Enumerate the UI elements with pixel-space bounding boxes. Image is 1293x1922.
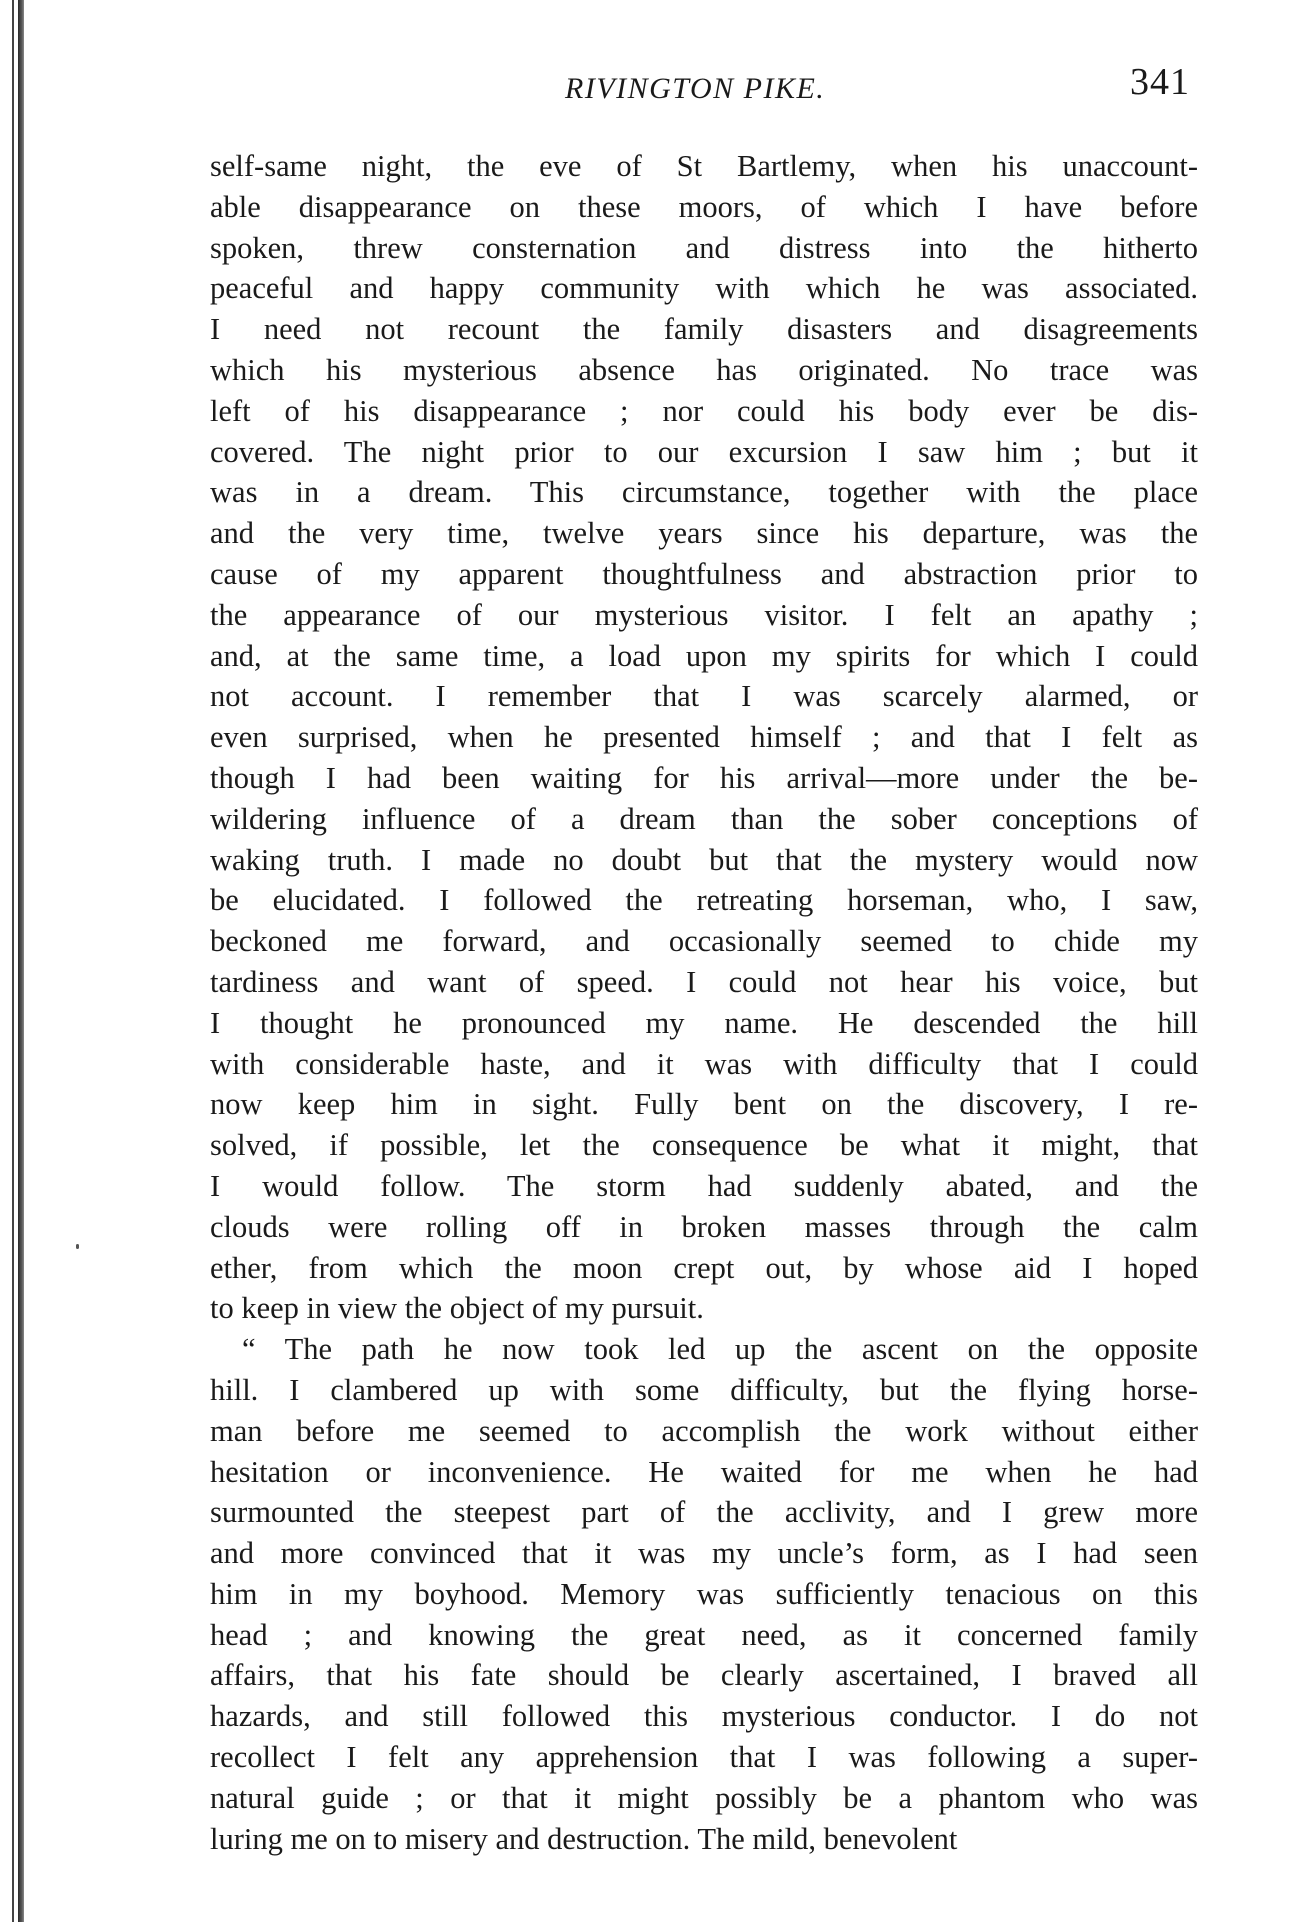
text-line: hazards, and still followed this mysterious conductor. I do not (210, 1699, 1198, 1734)
binding-edge (18, 0, 24, 1922)
text-line: tardiness and want of speed. I could not hear his voice, but (210, 964, 1198, 999)
text-line: cause of my apparent thoughtfulness and abstraction prior to (210, 556, 1198, 591)
paragraph-container (210, 146, 1198, 1859)
text-line: head ; and knowing the great need, as it concerned family (210, 1617, 1198, 1652)
text-line: which his mysterious absence has originated. No trace was (210, 352, 1198, 387)
text-line: waking truth. I made no doubt but that the mystery would now (210, 842, 1198, 877)
running-title: RIVINGTON PIKE. (565, 72, 826, 105)
text-line: surmounted the steepest part of the acclivity, and I grew more (210, 1495, 1198, 1530)
paragraph (210, 146, 1198, 1329)
text-line: and, at the same time, a load upon my spirits for which I could (210, 638, 1198, 673)
text-line: with considerable haste, and it was with difficulty that I could (210, 1046, 1198, 1081)
text-line: clouds were rolling off in broken masses through the calm (210, 1209, 1198, 1244)
text-line: I would follow. The storm had suddenly abated, and the (210, 1168, 1198, 1203)
text-line: though I had been waiting for his arrival—more under the be- (210, 760, 1198, 795)
body-text (210, 146, 1198, 1859)
text-line: wildering influence of a dream than the sober conceptions of (210, 801, 1198, 836)
text-line: I need not recount the family disasters and disagreements (210, 312, 1198, 347)
text-line: and more convinced that it was my uncle’s form, as I had seen (210, 1536, 1198, 1571)
text-line: hesitation or inconvenience. He waited for me when he had (210, 1454, 1198, 1489)
text-line: not account. I remember that I was scarcely alarmed, or (210, 679, 1198, 714)
text-line: and the very time, twelve years since his departure, was the (210, 516, 1198, 551)
text-line: him in my boyhood. Memory was sufficiently tenacious on this (210, 1576, 1198, 1611)
paragraph (210, 1329, 1198, 1859)
text-line: solved, if possible, let the consequence be what it might, that (210, 1128, 1198, 1163)
text-line: left of his disappearance ; nor could his body ever be dis- (210, 393, 1198, 428)
binding-edge-shadow (12, 0, 14, 1922)
text-line: to keep in view the object of my pursuit. (210, 1291, 704, 1326)
text-line: affairs, that his fate should be clearly ascertained, I braved all (210, 1658, 1198, 1693)
text-line: now keep him in sight. Fully bent on the discovery, I re- (210, 1087, 1198, 1122)
text-line: “ The path he now took led up the ascent on the opposite (242, 1332, 1198, 1367)
text-line: covered. The night prior to our excursion I saw him ; but it (210, 434, 1198, 469)
text-line: luring me on to misery and destruction. The mild, benevolent (210, 1821, 958, 1856)
text-line: was in a dream. This circumstance, together with the place (210, 475, 1198, 510)
text-line: ether, from which the moon crept out, by whose aid I hoped (210, 1250, 1198, 1285)
text-line: man before me seemed to accomplish the work without either (210, 1413, 1198, 1448)
running-head (210, 60, 1195, 110)
text-line: even surprised, when he presented himself ; and that I felt as (210, 720, 1198, 755)
text-line: able disappearance on these moors, of which I have before (210, 189, 1198, 224)
page-speck (76, 1244, 79, 1249)
text-line: peaceful and happy community with which he was associated. (210, 271, 1198, 306)
text-line: self-same night, the eve of St Bartlemy, when his unaccount- (210, 149, 1198, 183)
text-line: I thought he pronounced my name. He descended the hill (210, 1005, 1198, 1040)
text-line: beckoned me forward, and occasionally seemed to chide my (210, 924, 1198, 959)
text-line: hill. I clambered up with some difficulty, but the flying horse- (210, 1372, 1198, 1407)
text-line: spoken, threw consternation and distress into the hitherto (210, 230, 1198, 265)
page-number: 341 (1130, 61, 1190, 103)
text-line: be elucidated. I followed the retreating horseman, who, I saw, (210, 883, 1198, 918)
text-line: natural guide ; or that it might possibly be a phantom who was (210, 1780, 1198, 1815)
text-line: the appearance of our mysterious visitor. I felt an apathy ; (210, 597, 1198, 632)
text-line: recollect I felt any apprehension that I was following a super- (210, 1740, 1198, 1775)
